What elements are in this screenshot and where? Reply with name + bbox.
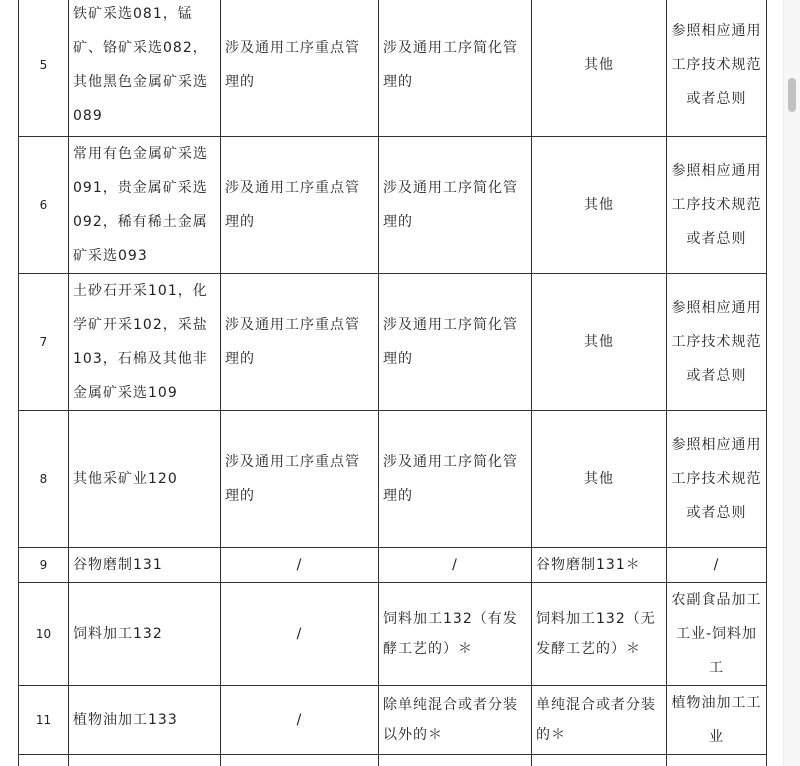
table-row: [19, 274, 767, 411]
reference-cell: 参照相应通用工序技术规范或者总则: [667, 411, 767, 548]
row-number: 7: [19, 274, 69, 411]
simplified-management-cell: 涉及通用工序简化管理的: [379, 137, 532, 274]
simplified-management-cell: 涉及通用工序简化管理的: [379, 411, 532, 548]
registration-cell: 单纯混合或者分装的＊: [532, 686, 667, 755]
simplified-management-cell: 涉及通用工序简化管理的: [379, 0, 532, 137]
table-row: [19, 686, 767, 755]
registration-cell: 其他: [532, 0, 667, 137]
industry-cell: 其他采矿业120: [69, 411, 221, 548]
key-management-cell: /: [221, 548, 379, 583]
reference-cell: 参照相应通用工序技术规范或者总则: [667, 274, 767, 411]
table-row: [19, 548, 767, 583]
table-row: [19, 411, 767, 548]
row-number: 11: [19, 686, 69, 755]
industry-cell: 土砂石开采101，化学矿开采102，采盐103，石棉及其他非金属矿采选109: [69, 274, 221, 411]
industry-cell: 常用有色金属矿采选091，贵金属矿采选092，稀有稀土金属矿采选093: [69, 137, 221, 274]
registration-cell: 饲料加工132（无发酵工艺的）＊: [532, 583, 667, 686]
registration-cell: 其他: [532, 137, 667, 274]
row-number: 10: [19, 583, 69, 686]
scrollbar-thumb[interactable]: [788, 78, 796, 112]
industry-cell: 饲料加工132: [69, 583, 221, 686]
key-management-cell: 涉及通用工序重点管理的: [221, 274, 379, 411]
table-row: [19, 583, 767, 686]
row-number: 6: [19, 137, 69, 274]
key-management-cell: 涉及通用工序重点管理的: [221, 411, 379, 548]
vertical-scrollbar[interactable]: [783, 0, 800, 766]
simplified-management-cell: 饲料加工132（有发酵工艺的）＊: [379, 583, 532, 686]
table-row: [19, 137, 767, 274]
row-number: 9: [19, 548, 69, 583]
industry-cell: 植物油加工133: [69, 686, 221, 755]
registration-cell: 其他: [532, 274, 667, 411]
key-management-cell: 涉及通用工序重点管理的: [221, 0, 379, 137]
reference-cell: 参照相应通用工序技术规范或者总则: [667, 0, 767, 137]
key-management-cell: /: [221, 583, 379, 686]
industry-cell: 铁矿采选081，锰矿、铬矿采选082，其他黑色金属矿采选089: [69, 0, 221, 137]
key-management-cell: 涉及通用工序重点管理的: [221, 137, 379, 274]
simplified-management-cell: 除单纯混合或者分装以外的＊: [379, 686, 532, 755]
registration-cell: 谷物磨制131＊: [532, 548, 667, 583]
reference-cell: 参照相应通用工序技术规范或者总则: [667, 137, 767, 274]
key-management-cell: /: [221, 686, 379, 755]
row-number: 8: [19, 411, 69, 548]
registration-cell: 其他: [532, 411, 667, 548]
simplified-management-cell: 涉及通用工序简化管理的: [379, 274, 532, 411]
simplified-management-cell: /: [379, 548, 532, 583]
reference-cell: 植物油加工工业: [667, 686, 767, 755]
industry-cell: 谷物磨制131: [69, 548, 221, 583]
table-row: [19, 755, 767, 766]
row-number: 5: [19, 0, 69, 137]
reference-cell: /: [667, 548, 767, 583]
table-row: [19, 0, 767, 137]
permit-classification-table: [18, 0, 767, 766]
reference-cell: 农副食品加工工业-饲料加工: [667, 583, 767, 686]
